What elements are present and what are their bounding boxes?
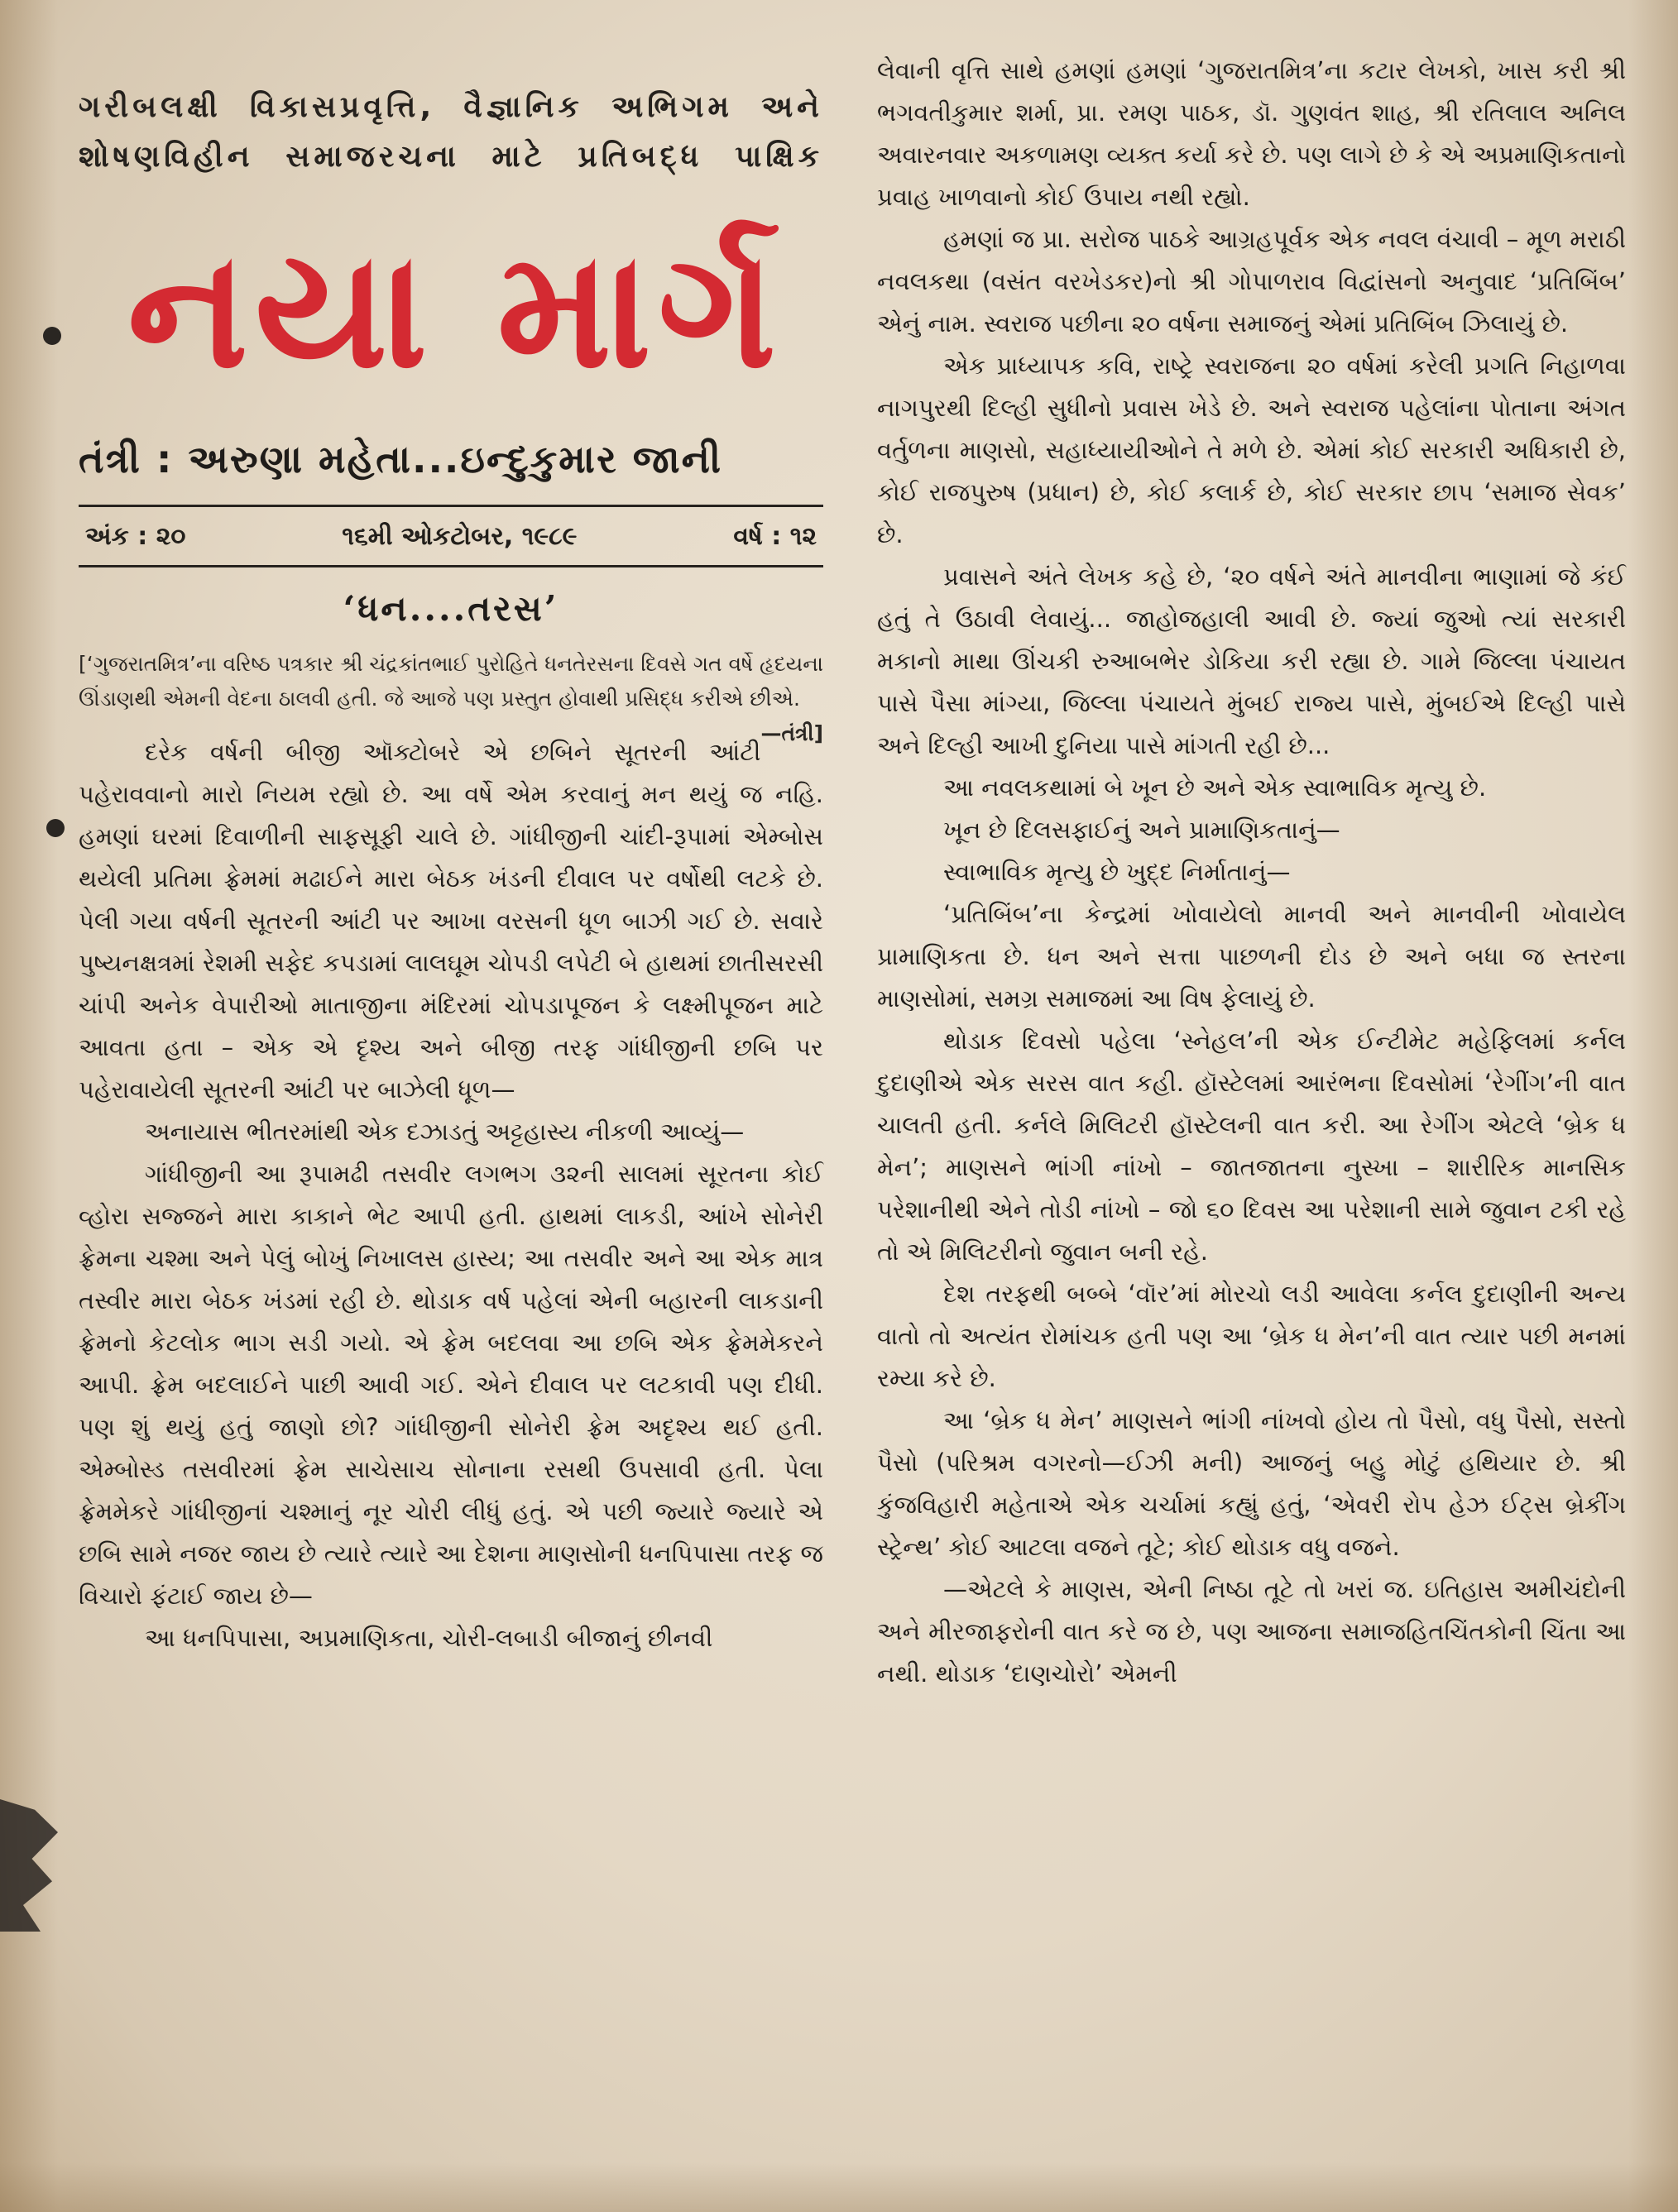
editors-line: તંત્રી : અરુણા મહેતા...ઇન્દુકુમાર જાની xyxy=(79,437,723,481)
paper-edge-stain-right xyxy=(1628,0,1678,2212)
issue-info-bar xyxy=(79,507,823,565)
paragraph: દરેક વર્ષની બીજી ઑક્ટોબરે એ છબિને સૂતરની આંટી પહેરાવવાનો મારો નિયમ રહ્યો છે. આ વર્ષે એમ કરવાનું મન થયું જ નહિ. હમણાં ઘરમાં દિવાળીની સાફસૂફી ચાલે છે. ગાંધીજીની ચાંદી-રૂપામાં એમ્બોસ થયેલી પ્રતિમા ફ્રેમમાં મઢાઈને મારા બેઠક ખંડની દીવાલ પર વર્ષોથી લટકે છે. પેલી ગયા વર્ષની સૂતરની આંટી પર આખા વરસની ધૂળ બાઝી ગઈ છે. સવારે પુષ્યનક્ષત્રમાં રેશમી સફેદ કપડામાં લાલઘૂમ ચોપડી લપેટી બે હાથમાં છાતીસરસી ચાંપી અનેક વેપારીઓ માતાજીના મંદિરમાં ચોપડાપૂજન કે લક્ષ્મીપૂજન માટે આવતા હતા – એક એ દૃશ્ય અને બીજી તરફ ગાંધીજીની છબિ પર પહેરાવાયેલી સૂતરની આંટી પર બાઝેલી ધૂળ— xyxy=(79,738,823,1104)
binding-hole-top xyxy=(43,327,61,345)
paragraph: થોડાક દિવસો પહેલા ‘સ્નેહલ’ની એક ઈન્ટીમેટ મહેફિલમાં કર્નલ દુદાણીએ એક સરસ વાત કહી. હૉસ્ટેલમાં આરંભના દિવસોમાં ‘રેગીંગ’ની વાત ચાલતી હતી. કર્નલે મિલિટરી હૉસ્ટેલની વાત કરી. આ રેગીંગ એટલે ‘બ્રેક ધ મેન’; માણસને ભાંગી નાંખો – જાતજાતના નુસ્ખા – શારીરિક માનસિક પરેશાનીથી એને તોડી નાંખો – જો ૬૦ દિવસ આ પરેશાની સામે જુવાન ટકી રહે તો એ મિલિટરીનો જુવાન બની રહે. xyxy=(877,1027,1626,1266)
paragraph: આ ‘બ્રેક ધ મેન’ માણસને ભાંગી નાંખવો હોય તો પૈસો, વધુ પૈસો, સસ્તો પૈસો (પરિશ્રમ વગરનો—ઈઝી મની) આજનું બહુ મોટું હથિયાર છે. શ્રી કુંજવિહારી મહેતાએ એક ચર્ચામાં કહ્યું હતું, ‘એવરી રોપ હેઝ ઈટ્સ બ્રેકીંગ સ્ટ્રેન્થ’ કોઈ આટલા વજને તૂટે; કોઈ થોડાક વધુ વજને. xyxy=(877,1406,1626,1561)
masthead-tagline: ગરીબલક્ષી વિકાસપ્રવૃત્તિ, વૈજ્ઞાનિક અભિગમ અને શોષણવિહીન સમાજરચના માટે પ્રતિબદ્ધ પાક્ષિક xyxy=(79,90,823,174)
article-body-left xyxy=(79,731,823,1659)
issue-volume: વર્ષ : ૧૨ xyxy=(733,522,817,551)
binding-hole-middle xyxy=(46,819,65,837)
paragraph-continued: લેવાની વૃત્તિ સાથે હમણાં હમણાં ‘ગુજરાતમિત્ર’ના કટાર લેખકો, ખાસ કરી શ્રી ભગવતીકુમાર શર્મા, પ્રા. રમણ પાઠક, ડૉ. ગુણવંત શાહ, શ્રી રતિલાલ અનિલ અવારનવાર અકળામણ વ્યક્ત કર્યા કરે છે. પણ લાગે છે કે એ અપ્રમાણિકતાનો પ્રવાહ ખાળવાનો કોઈ ઉપાય નથી રહ્યો. xyxy=(877,56,1626,211)
masthead-block xyxy=(79,199,823,409)
paragraph: આ નવલકથામાં બે ખૂન છે અને એક સ્વાભાવિક મૃત્યુ છે. xyxy=(943,773,1487,802)
paragraph: અનાયાસ ભીતરમાંથી એક દઝાડતું અટ્ટહાસ્ય નીકળી આવ્યું— xyxy=(145,1118,745,1146)
left-column xyxy=(79,83,823,1659)
editor-note-text: [‘ગુજરાતમિત્ર’ના વરિષ્ઠ પત્રકાર શ્રી ચંદ્રકાંતભાઈ પુરોહિતે ધનતેરસના દિવસે ગત વર્ષે હૃદયના ઊંડાણથી એમની વેદના ઠાલવી હતી. જે આજે પણ પ્રસ્તુત હોવાથી પ્રસિદ્ધ કરીએ છીએ. xyxy=(79,652,823,711)
paragraph: હમણાં જ પ્રા. સરોજ પાઠકે આગ્રહપૂર્વક એક નવલ વંચાવી – મૂળ મરાઠી નવલકથા (વસંત વરખેડકર)નો શ્રી ગોપાળરાવ વિદ્વાંસનો અનુવાદ ‘પ્રતિબિંબ’ એનું નામ. સ્વરાજ પછીના ૨૦ વર્ષના સમાજનું એમાં પ્રતિબિંબ ઝિલાયું છે. xyxy=(877,225,1626,338)
paper-edge-stain-bottom xyxy=(0,2162,1678,2212)
paragraph: એક પ્રાધ્યાપક કવિ, રાષ્ટ્રે સ્વરાજના ૨૦ વર્ષમાં કરેલી પ્રગતિ નિહાળવા નાગપુરથી દિલ્હી સુધીનો પ્રવાસ ખેડે છે. અને સ્વરાજ પહેલાંના પોતાના અંગત વર્તુળના માણસો, સહાધ્યાયીઓને તે મળે છે. એમાં કોઈ સરકારી અધિકારી છે, કોઈ રાજપુરુષ (પ્રધાન) છે, કોઈ કલાર્ક છે, કોઈ સરકાર છાપ ‘સમાજ સેવક’ છે. xyxy=(877,352,1626,548)
paragraph: સ્વાભાવિક મૃત્યુ છે ખુદ્દ નિર્માતાનું— xyxy=(943,858,1291,886)
article-body-right xyxy=(877,50,1626,1695)
paragraph: ગાંધીજીની આ રૂપામઢી તસવીર લગભગ ૩૨ની સાલમાં સૂરતના કોઈ વ્હોરા સજ્જને મારા કાકાને ભેટ આપી હતી. હાથમાં લાકડી, આંખે સોનેરી ફ્રેમના ચશ્મા અને પેલું બોખું નિખાલસ હાસ્ય; આ તસવીર અને આ એક માત્ર તસ્વીર મારા બેઠક ખંડમાં રહી છે. થોડાક વર્ષ પહેલાં એની બહારની લાકડાની ફ્રેમનો કેટલોક ભાગ સડી ગયો. એ ફ્રેમ બદલવા આ છબિ એક ફ્રેમમેકરને આપી. ફ્રેમ બદલાઈને પાછી આવી ગઈ. એને દીવાલ પર લટકાવી પણ દીધી. પણ શું થયું હતું જાણો છો? ગાંધીજીની સોનેરી ફ્રેમ અદૃશ્ય થઈ હતી. એમ્બોસ્ડ તસવીરમાં ફ્રેમ સાચેસાચ સોનાના રસથી ઉપસાવી હતી. પેલા ફ્રેમમેકરે ગાંધીજીનાં ચશ્માનું નૂર ચોરી લીધું હતું. એ પછી જ્યારે જ્યારે એ છબિ સામે નજર જાય છે ત્યારે ત્યારે આ દેશના માણસોની ધનપિપાસા તરફ જ વિચારો ફંટાઈ જાય છે— xyxy=(79,1160,823,1610)
editor-note xyxy=(79,647,823,745)
masthead-title: નયા માર્ગ xyxy=(127,216,784,405)
paragraph: ખૂન છે દિલસફાઈનું અને પ્રામાણિકતાનું— xyxy=(943,816,1340,844)
paragraph: —એટલે કે માણસ, એની નિષ્ઠા તૂટે તો ખરાં જ. ઇતિહાસ અમીચંદોની અને મીરજાફરોની વાત કરે જ છે, પણ આજના સમાજહિતચિંતકોની ચિંતા આ નથી. થોડાક ‘દાણચોરો’ એમની xyxy=(877,1575,1626,1688)
issue-date: ૧૬મી ઓકટોબર, ૧૯૮૯ xyxy=(342,522,578,551)
paragraph: ‘પ્રતિબિંબ’ના કેન્દ્રમાં ખોવાયેલો માનવી અને માનવીની ખોવાયેલ પ્રામાણિકતા છે. ધન અને સત્તા પાછળની દોડ છે અને બધા જ સ્તરના માણસોમાં, સમગ્ર સમાજમાં આ વિષ ફેલાયું છે. xyxy=(877,900,1626,1013)
divider-bottom xyxy=(79,565,823,567)
paragraph: દેશ તરફથી બબ્બે ‘વૉર’માં મોરચો લડી આવેલા કર્નલ દુદાણીની અન્ય વાતો તો અત્યંત રોમાંચક હતી પણ આ ‘બ્રેક ધ મેન’ની વાત ત્યાર પછી મનમાં રમ્યા કરે છે. xyxy=(877,1280,1626,1392)
paragraph: પ્રવાસને અંતે લેખક કહે છે, ‘૨૦ વર્ષને અંતે માનવીના ભાણામાં જે કંઈ હતું તે ઉઠાવી લેવાયું... જાહોજહાલી આવી છે. જ્યાં જુઓ ત્યાં સરકારી મકાનો માથા ઊંચકી રુઆબભેર ડોકિયા કરી રહ્યા છે. ગામે જિલ્લા પંચાયત પાસે પૈસા માંગ્યા, જિલ્લા પંચાયતે મુંબઈ રાજ્ય પાસે, મુંબઈએ દિલ્હી પાસે અને દિલ્હી આખી દુનિયા પાસે માંગતી રહી છે... xyxy=(877,563,1626,759)
editor-note-signoff: —તંત્રી] xyxy=(760,721,823,745)
issue-number: અંક : ૨૦ xyxy=(85,522,186,551)
torn-edge xyxy=(0,1799,58,1932)
article-title: ‘ધન....તરસ’ xyxy=(343,588,559,629)
paragraph: આ ધનપિપાસા, અપ્રમાણિકતા, ચોરી-લબાડી બીજાનું છીનવી xyxy=(145,1624,713,1652)
